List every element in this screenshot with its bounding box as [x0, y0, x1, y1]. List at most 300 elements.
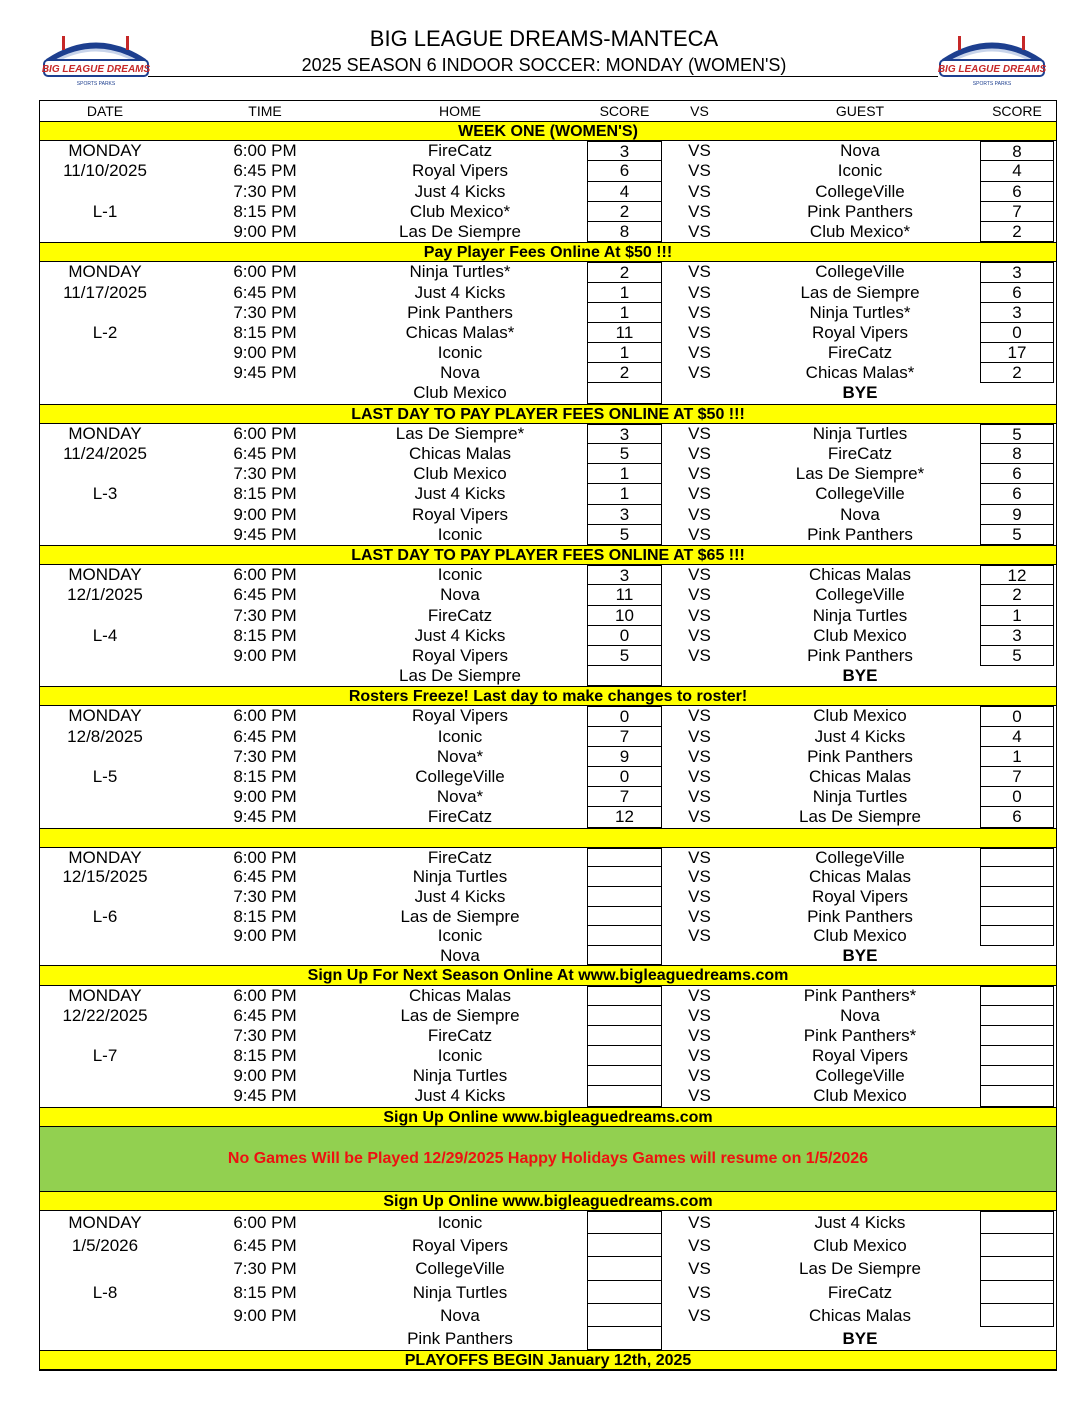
game-time: 6:00 PM [233, 847, 297, 867]
guest-team: Club Mexico [813, 1086, 907, 1106]
game-time: 6:45 PM [233, 282, 297, 302]
vs-label: VS [688, 161, 711, 181]
home-score [587, 907, 662, 927]
game-row [40, 606, 1056, 626]
home-team: Just 4 Kicks [414, 181, 506, 201]
guest-team: Royal Vipers [811, 322, 909, 342]
guest-score: 4 [980, 727, 1054, 747]
home-score: 0 [587, 706, 662, 726]
home-team: FireCatz [427, 847, 493, 867]
holiday-notice: No Games Will be Played 12/29/2025 Happy Holidays Games will resume on 1/5/2026 [40, 1127, 1056, 1191]
game-time: 9:00 PM [233, 926, 297, 946]
guest-score [980, 926, 1054, 946]
home-score: 3 [587, 565, 662, 585]
game-row [40, 1006, 1056, 1026]
home-team: Royal Vipers [411, 504, 509, 524]
game-row [40, 161, 1056, 181]
game-row [40, 867, 1056, 887]
game-row [40, 787, 1056, 807]
game-time: 9:45 PM [233, 1086, 297, 1106]
game-time: 8:15 PM [233, 484, 297, 504]
game-time: 7:30 PM [233, 1259, 297, 1279]
home-score [587, 1281, 662, 1304]
guest-score: 0 [980, 323, 1054, 343]
guest-score [980, 1304, 1054, 1327]
guest-team: Ninja Turtles* [809, 302, 911, 322]
game-time: 6:45 PM [233, 161, 297, 181]
home-team: Nova [440, 585, 480, 605]
guest-team: Club Mexico [813, 926, 907, 946]
game-time: 7:30 PM [233, 746, 297, 766]
game-row [40, 323, 1056, 343]
vs-label: VS [688, 282, 711, 302]
home-team: FireCatz [427, 1025, 493, 1045]
guest-score [980, 986, 1054, 1006]
guest-team: FireCatz [827, 343, 893, 363]
guest-score: 7 [980, 767, 1054, 787]
game-time: 8:15 PM [233, 201, 297, 221]
guest-score: 1 [980, 606, 1054, 626]
game-row [40, 848, 1056, 868]
game-date: MONDAY [68, 706, 142, 726]
game-time: 6:45 PM [233, 1236, 297, 1256]
home-score: 0 [587, 626, 662, 646]
vs-label: VS [688, 847, 711, 867]
guest-team: Club Mexico [813, 1236, 907, 1256]
guest-score: 5 [980, 646, 1054, 666]
vs-label: VS [688, 181, 711, 201]
home-score [587, 1006, 662, 1026]
guest-team: Las De Siempre [799, 1259, 921, 1279]
home-score [587, 1304, 662, 1327]
game-row [40, 585, 1056, 605]
vs-label: VS [688, 605, 711, 625]
guest-score: 0 [980, 787, 1054, 807]
game-date: L-2 [92, 322, 118, 342]
vs-label: VS [688, 706, 711, 726]
vs-label: VS [688, 787, 711, 807]
home-score [587, 1066, 662, 1086]
home-score: 0 [587, 767, 662, 787]
svg-text:BIG LEAGUE DREAMS: BIG LEAGUE DREAMS [937, 64, 1047, 75]
home-team: Nova* [436, 787, 484, 807]
guest-score [980, 1026, 1054, 1046]
game-row [40, 1026, 1056, 1046]
game-row [40, 1281, 1056, 1304]
game-time: 9:00 PM [233, 787, 297, 807]
game-row [40, 565, 1056, 585]
guest-team: Pink Panthers [807, 524, 913, 544]
guest-score: 8 [980, 141, 1054, 161]
home-score [587, 666, 662, 686]
col-guest-header: GUEST [835, 103, 885, 119]
guest-score: 3 [980, 626, 1054, 646]
bye-row [40, 666, 1056, 686]
section-banner: Sign Up Online www.bigleaguedreams.com [40, 1107, 1056, 1127]
home-team: Chicas Malas [408, 985, 512, 1005]
vs-label: VS [688, 886, 711, 906]
guest-team: CollegeVille [815, 585, 905, 605]
svg-text:SPORTS PARKS: SPORTS PARKS [972, 81, 1012, 87]
game-row [40, 202, 1056, 222]
vs-label: VS [688, 807, 711, 827]
vs-label: VS [688, 1046, 711, 1066]
home-score [587, 986, 662, 1006]
guest-team: Chicas Malas [808, 565, 912, 585]
game-time: 6:00 PM [233, 141, 297, 161]
guest-score [980, 867, 1054, 887]
game-row [40, 343, 1056, 363]
home-score [587, 1026, 662, 1046]
schedule-table [39, 100, 1057, 1371]
game-row [40, 141, 1056, 161]
game-time: 8:15 PM [233, 1282, 297, 1302]
page-subtitle: 2025 SEASON 6 INDOOR SOCCER: MONDAY (WOMEN'S) [301, 55, 787, 75]
home-score: 1 [587, 283, 662, 303]
home-team: Royal Vipers [411, 706, 509, 726]
bye-row [40, 383, 1056, 403]
guest-score: 0 [980, 706, 1054, 726]
game-row [40, 444, 1056, 464]
home-team: Ninja Turtles [412, 1282, 508, 1302]
home-team: Ninja Turtles [412, 867, 508, 887]
game-time: 9:00 PM [233, 645, 297, 665]
guest-score: 8 [980, 444, 1054, 464]
game-date: L-8 [92, 1282, 118, 1302]
col-guest-score-header: SCORE [992, 103, 1042, 119]
home-score: 1 [587, 464, 662, 484]
guest-score [980, 887, 1054, 907]
guest-team: CollegeVille [815, 262, 905, 282]
game-date: L-5 [92, 767, 118, 786]
guest-score [980, 1211, 1054, 1234]
page-title: BIG LEAGUE DREAMS-MANTECA [369, 26, 719, 51]
guest-score: 5 [980, 424, 1054, 444]
guest-team: Royal Vipers [811, 1046, 909, 1066]
home-score: 3 [587, 424, 662, 444]
home-team: FireCatz [427, 807, 493, 827]
game-row [40, 986, 1056, 1006]
game-time: 8:15 PM [233, 625, 297, 645]
home-score [587, 1257, 662, 1280]
game-row [40, 1086, 1056, 1106]
guest-team: CollegeVille [815, 847, 905, 867]
home-score [587, 848, 662, 868]
game-time: 6:00 PM [233, 423, 297, 443]
home-team: Iconic [437, 1046, 483, 1066]
svg-text:BIG LEAGUE DREAMS: BIG LEAGUE DREAMS [41, 64, 151, 75]
game-date: MONDAY [68, 847, 142, 867]
game-date: L-3 [92, 484, 118, 504]
guest-team: Pink Panthers [807, 201, 913, 221]
home-score [587, 1234, 662, 1257]
guest-team: Just 4 Kicks [814, 1213, 906, 1232]
home-team: Royal Vipers [411, 645, 509, 665]
vs-label: VS [688, 1236, 711, 1256]
game-time: 7:30 PM [233, 605, 297, 625]
section-banner: PLAYOFFS BEGIN January 12th, 2025 [40, 1350, 1056, 1370]
guest-team: Chicas Malas [808, 1305, 912, 1325]
game-time: 7:30 PM [233, 1025, 297, 1045]
vs-label: VS [688, 464, 711, 484]
game-time: 6:45 PM [233, 444, 297, 463]
game-date: L-4 [92, 625, 118, 645]
home-score: 7 [587, 787, 662, 807]
guest-team: Chicas Malas [808, 867, 912, 887]
game-date: MONDAY [68, 423, 142, 443]
home-team: Chicas Malas [408, 444, 512, 463]
home-score: 9 [587, 747, 662, 767]
guest-team: Pink Panthers [807, 906, 913, 926]
guest-score: 9 [980, 505, 1054, 525]
guest-score [980, 907, 1054, 927]
guest-team: Las de Siempre [800, 282, 920, 302]
game-date: 11/24/2025 [63, 444, 147, 463]
home-score: 1 [587, 303, 662, 323]
game-date: 11/10/2025 [63, 161, 147, 181]
game-time: 9:45 PM [233, 807, 297, 827]
game-date: 12/22/2025 [62, 1005, 148, 1025]
vs-label: VS [688, 645, 711, 665]
home-score: 5 [587, 525, 662, 545]
home-score: 12 [587, 807, 662, 827]
game-time: 7:30 PM [233, 302, 297, 322]
home-team: Iconic [437, 926, 483, 946]
vs-label: VS [688, 1066, 711, 1086]
guest-team: Just 4 Kicks [814, 726, 906, 746]
guest-score: 5 [980, 525, 1054, 545]
home-team: Las de Siempre [400, 906, 520, 926]
home-score: 2 [587, 262, 662, 282]
vs-label: VS [688, 767, 711, 786]
guest-score [980, 1046, 1054, 1066]
home-team: Chicas Malas* [405, 322, 515, 342]
game-time: 6:00 PM [233, 565, 297, 585]
game-time: 8:15 PM [233, 767, 297, 786]
game-time: 8:15 PM [233, 906, 297, 926]
guest-score: 12 [980, 565, 1054, 585]
game-time: 9:00 PM [233, 343, 297, 363]
game-time: 6:00 PM [233, 706, 297, 726]
vs-label: VS [688, 201, 711, 221]
guest-team: CollegeVille [815, 181, 905, 201]
home-score [587, 887, 662, 907]
game-time: 8:15 PM [233, 1046, 297, 1066]
home-team: Just 4 Kicks [414, 886, 506, 906]
guest-score: 6 [980, 464, 1054, 484]
home-score: 7 [587, 727, 662, 747]
guest-team: Pink Panthers* [803, 985, 917, 1005]
game-date: L-6 [92, 906, 118, 926]
guest-score: 7 [980, 202, 1054, 222]
home-score [587, 1086, 662, 1106]
game-time: 9:00 PM [233, 1066, 297, 1086]
home-team: Pink Panthers [407, 302, 513, 322]
guest-team: Iconic [837, 161, 883, 181]
vs-label: VS [688, 524, 711, 544]
home-team: Just 4 Kicks [414, 625, 506, 645]
bye-label: BYE [842, 1328, 878, 1348]
guest-team: CollegeVille [815, 484, 905, 504]
vs-label: VS [688, 504, 711, 524]
home-score [587, 1046, 662, 1066]
bye-label: BYE [842, 383, 878, 403]
guest-team: Pink Panthers [807, 746, 913, 766]
guest-score: 6 [980, 484, 1054, 504]
game-date: MONDAY [68, 985, 142, 1005]
guest-team: CollegeVille [815, 1066, 905, 1086]
game-time: 7:30 PM [233, 464, 297, 484]
game-row [40, 222, 1056, 242]
game-date: MONDAY [68, 141, 142, 161]
vs-label: VS [688, 221, 711, 241]
game-row [40, 505, 1056, 525]
game-date: 1/5/2026 [71, 1236, 139, 1256]
vs-label: VS [688, 1305, 711, 1325]
game-row [40, 1257, 1056, 1280]
game-row [40, 807, 1056, 827]
home-score: 3 [587, 505, 662, 525]
col-home-score-header: SCORE [599, 103, 650, 119]
game-row [40, 464, 1056, 484]
guest-team: FireCatz [827, 1282, 893, 1302]
guest-team: Las De Siempre [799, 807, 921, 827]
guest-team: Club Mexico* [809, 221, 911, 241]
game-time: 6:00 PM [233, 1213, 297, 1232]
home-team: Iconic [437, 726, 483, 746]
bye-team: Pink Panthers [407, 1328, 513, 1348]
home-score: 11 [587, 585, 662, 605]
guest-score: 3 [980, 303, 1054, 323]
vs-label: VS [688, 423, 711, 443]
home-score: 8 [587, 222, 662, 242]
home-team: Iconic [437, 343, 483, 363]
home-score [587, 926, 662, 946]
guest-score: 6 [980, 807, 1054, 827]
home-team: Just 4 Kicks [414, 1086, 506, 1106]
section-banner: Sign Up Online www.bigleaguedreams.com [40, 1191, 1056, 1211]
home-score [587, 383, 662, 403]
guest-team: Club Mexico [813, 706, 907, 726]
home-team: CollegeVille [415, 1259, 505, 1279]
game-row [40, 303, 1056, 323]
home-team: Just 4 Kicks [414, 484, 506, 504]
title-divider [148, 76, 938, 77]
guest-score [980, 848, 1054, 868]
vs-label: VS [688, 141, 711, 161]
home-team: Iconic [437, 524, 483, 544]
game-row [40, 706, 1056, 726]
home-team: Iconic [437, 565, 483, 585]
section-banner: LAST DAY TO PAY PLAYER FEES ONLINE AT $65 !!! [40, 545, 1056, 565]
section-banner: Rosters Freeze! Last day to make changes to roster! [40, 686, 1056, 706]
home-score [587, 867, 662, 887]
game-row [40, 363, 1056, 383]
game-time: 7:30 PM [233, 886, 297, 906]
guest-score [980, 1281, 1054, 1304]
game-date: 12/8/2025 [67, 726, 143, 746]
game-row [40, 626, 1056, 646]
game-time: 6:45 PM [233, 585, 297, 605]
home-team: Royal Vipers [411, 1236, 509, 1256]
home-score: 6 [587, 161, 662, 181]
vs-label: VS [688, 1086, 711, 1106]
game-time: 9:45 PM [233, 363, 297, 383]
schedule-body [40, 121, 1056, 1370]
vs-label: VS [688, 1259, 711, 1279]
home-score: 1 [587, 484, 662, 504]
vs-label: VS [688, 867, 711, 887]
guest-team: Chicas Malas [808, 767, 912, 786]
game-row [40, 484, 1056, 504]
game-row [40, 182, 1056, 202]
guest-score [980, 1086, 1054, 1106]
vs-label: VS [688, 1213, 711, 1232]
vs-label: VS [688, 585, 711, 605]
vs-label: VS [688, 985, 711, 1005]
vs-label: VS [688, 343, 711, 363]
bye-row [40, 946, 1056, 966]
game-row [40, 887, 1056, 907]
home-score: 2 [587, 202, 662, 222]
game-row [40, 907, 1056, 927]
game-row [40, 1046, 1056, 1066]
svg-text:SPORTS PARKS: SPORTS PARKS [76, 81, 116, 87]
bye-row [40, 1327, 1056, 1350]
guest-team: Pink Panthers* [803, 1025, 917, 1045]
game-row [40, 1211, 1056, 1234]
home-team: Just 4 Kicks [414, 282, 506, 302]
home-team: Ninja Turtles [412, 1066, 508, 1086]
col-date-header: DATE [86, 103, 124, 119]
vs-label: VS [688, 1282, 711, 1302]
home-team: Royal Vipers [411, 161, 509, 181]
home-team: Nova* [436, 746, 484, 766]
bye-label: BYE [842, 666, 878, 686]
guest-team: Ninja Turtles [812, 787, 908, 807]
home-team: Club Mexico* [409, 201, 511, 221]
guest-score: 1 [980, 747, 1054, 767]
vs-label: VS [688, 302, 711, 322]
guest-score: 2 [980, 363, 1054, 383]
guest-score: 4 [980, 161, 1054, 181]
guest-team: Pink Panthers [807, 645, 913, 665]
col-time-header: TIME [248, 103, 282, 119]
guest-score [980, 1234, 1054, 1257]
guest-team: Club Mexico [813, 625, 907, 645]
game-row [40, 283, 1056, 303]
guest-team: Ninja Turtles [812, 605, 908, 625]
home-team: Las De Siempre [399, 221, 521, 241]
game-date: 12/1/2025 [67, 585, 143, 605]
home-score: 3 [587, 141, 662, 161]
game-row [40, 1066, 1056, 1086]
guest-score: 6 [980, 182, 1054, 202]
vs-label: VS [688, 444, 711, 463]
guest-score [980, 1066, 1054, 1086]
bye-team: Club Mexico [413, 383, 507, 403]
guest-team: FireCatz [827, 444, 893, 463]
home-score [587, 1327, 662, 1350]
vs-label: VS [688, 1025, 711, 1045]
vs-label: VS [688, 625, 711, 645]
game-time: 6:45 PM [233, 1005, 297, 1025]
home-score: 4 [587, 182, 662, 202]
vs-label: VS [688, 906, 711, 926]
vs-label: VS [688, 363, 711, 383]
game-time: 6:45 PM [233, 867, 297, 887]
guest-team: Nova [840, 504, 880, 524]
